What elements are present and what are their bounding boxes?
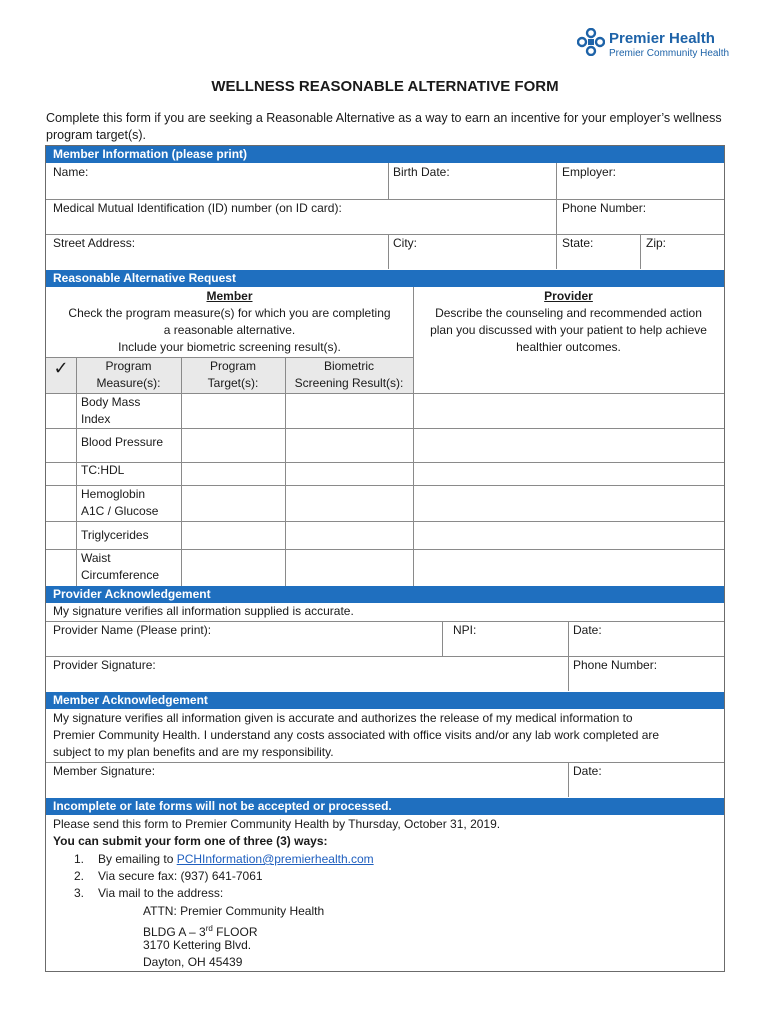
submission-deadline: Please send this form to Premier Community Health by Thursday, October 31, 2019. xyxy=(53,817,501,831)
member-info-header: Member Information (please print) xyxy=(46,146,724,163)
brand-subname: Premier Community Health xyxy=(609,48,730,59)
measure-waist-circumference: Waist xyxy=(81,551,111,565)
provider-statement: My signature verifies all information supplied is accurate. xyxy=(53,604,354,618)
measure-blood-pressure: Blood Pressure xyxy=(81,435,164,449)
provider-name-field[interactable]: Provider Name (Please print): xyxy=(53,623,212,637)
list-number: 2. xyxy=(74,869,85,883)
member-statement-line: subject to my plan benefits and are my responsibility. xyxy=(53,745,334,759)
state-field[interactable]: State: xyxy=(562,236,594,250)
measure-hemoglobin-a1c: A1C / Glucose xyxy=(81,504,159,518)
fax-option: Via secure fax: (937) 641-7061 xyxy=(98,869,263,883)
divider xyxy=(46,234,724,235)
request-header: Reasonable Alternative Request xyxy=(46,270,724,287)
divider xyxy=(46,485,724,486)
divider xyxy=(285,357,286,591)
divider xyxy=(388,163,389,199)
measure-body-mass-index: Index xyxy=(81,412,111,426)
member-phone-field[interactable]: Phone Number: xyxy=(562,201,647,215)
mail-address-street: 3170 Kettering Blvd. xyxy=(143,938,252,952)
form-intro: Complete this form if you are seeking a Reasonable Alternative as a way to earn an incentive for your employer’s wellness program target(s). xyxy=(46,111,722,142)
provider-phone-field[interactable]: Phone Number: xyxy=(573,658,658,672)
divider xyxy=(46,393,724,394)
building-text: BLDG A – 3 xyxy=(143,925,206,939)
id-number-field[interactable]: Medical Mutual Identification (ID) number (on ID card): xyxy=(53,201,342,215)
divider xyxy=(442,621,443,656)
mail-address-attn: ATTN: Premier Community Health xyxy=(143,904,325,918)
provider-instructions-line: Describe the counseling and recommended action xyxy=(435,306,702,320)
premier-health-cross-icon xyxy=(577,28,605,56)
member-statement-line: My signature verifies all information given is accurate and authorizes the release of my medical information to xyxy=(53,711,633,725)
provider-instructions-line: healthier outcomes. xyxy=(516,340,621,354)
employer-field[interactable]: Employer: xyxy=(562,165,617,179)
list-number: 1. xyxy=(74,852,85,866)
provider-date-field[interactable]: Date: xyxy=(573,623,602,637)
divider xyxy=(181,357,182,591)
zip-field[interactable]: Zip: xyxy=(646,236,667,250)
target-column-header: Program xyxy=(209,359,256,373)
measure-column-header: Measure(s): xyxy=(96,376,161,390)
divider xyxy=(76,357,77,591)
measure-body-mass-index: Body Mass xyxy=(81,395,141,409)
measure-waist-circumference: Circumference xyxy=(81,568,160,582)
mail-address-city: Dayton, OH 45439 xyxy=(143,955,243,969)
check-mark-icon: ✓ xyxy=(53,358,69,378)
divider xyxy=(640,234,641,269)
provider-column-heading: Provider xyxy=(544,289,593,303)
ordinal-suffix: rd xyxy=(205,924,213,933)
divider xyxy=(46,462,724,463)
divider xyxy=(46,521,724,522)
measure-hemoglobin-a1c: Hemoglobin xyxy=(81,487,146,501)
birth-date-field[interactable]: Birth Date: xyxy=(393,165,450,179)
member-instructions-line: Check the program measure(s) for which you are completing xyxy=(68,306,391,320)
form-title: WELLNESS REASONABLE ALTERNATIVE FORM xyxy=(211,78,559,95)
list-number: 3. xyxy=(74,886,85,900)
npi-field[interactable]: NPI: xyxy=(453,623,477,637)
email-option-label: By emailing to xyxy=(98,852,177,866)
city-field[interactable]: City: xyxy=(393,236,417,250)
result-column-header: Screening Result(s): xyxy=(294,376,404,390)
member-signature-field[interactable]: Member Signature: xyxy=(53,764,156,778)
brand-name: Premier Health xyxy=(609,30,715,47)
member-ack-header: Member Acknowledgement xyxy=(46,692,724,709)
divider xyxy=(556,163,557,269)
name-field[interactable]: Name: xyxy=(53,165,89,179)
member-date-field[interactable]: Date: xyxy=(573,764,602,778)
submission-ways-heading: You can submit your form one of three (3) ways: xyxy=(53,834,328,848)
wellness-form xyxy=(45,145,725,972)
divider xyxy=(46,549,724,550)
brand-logo xyxy=(577,24,747,64)
member-statement-line: Premier Community Health. I understand any costs associated with office visits and/or any lab work completed are xyxy=(53,728,660,742)
divider xyxy=(46,428,724,429)
divider xyxy=(388,234,389,269)
measure-triglycerides: Triglycerides xyxy=(81,528,149,542)
provider-instructions-line: plan you discussed with your patient to help achieve xyxy=(430,323,707,337)
result-column-header: Biometric xyxy=(323,359,374,373)
email-option xyxy=(98,851,374,868)
target-column-header: Target(s): xyxy=(207,376,259,390)
street-address-field[interactable]: Street Address: xyxy=(53,236,136,250)
mail-option: Via mail to the address: xyxy=(98,886,224,900)
member-instructions-line: a reasonable alternative. xyxy=(163,323,296,337)
floor-text: FLOOR xyxy=(212,925,258,939)
provider-ack-header: Provider Acknowledgement xyxy=(46,586,724,603)
email-link[interactable]: PCHInformation@premierhealth.com xyxy=(176,852,374,866)
submission-header: Incomplete or late forms will not be accepted or processed. xyxy=(46,798,724,815)
measure-column-header: Program xyxy=(105,359,152,373)
member-instructions-line: Include your biometric screening result(s). xyxy=(118,340,341,354)
measure-tc-hdl: TC:HDL xyxy=(81,463,125,477)
member-column-heading: Member xyxy=(206,289,253,303)
provider-signature-field[interactable]: Provider Signature: xyxy=(53,658,156,672)
divider xyxy=(568,762,569,797)
